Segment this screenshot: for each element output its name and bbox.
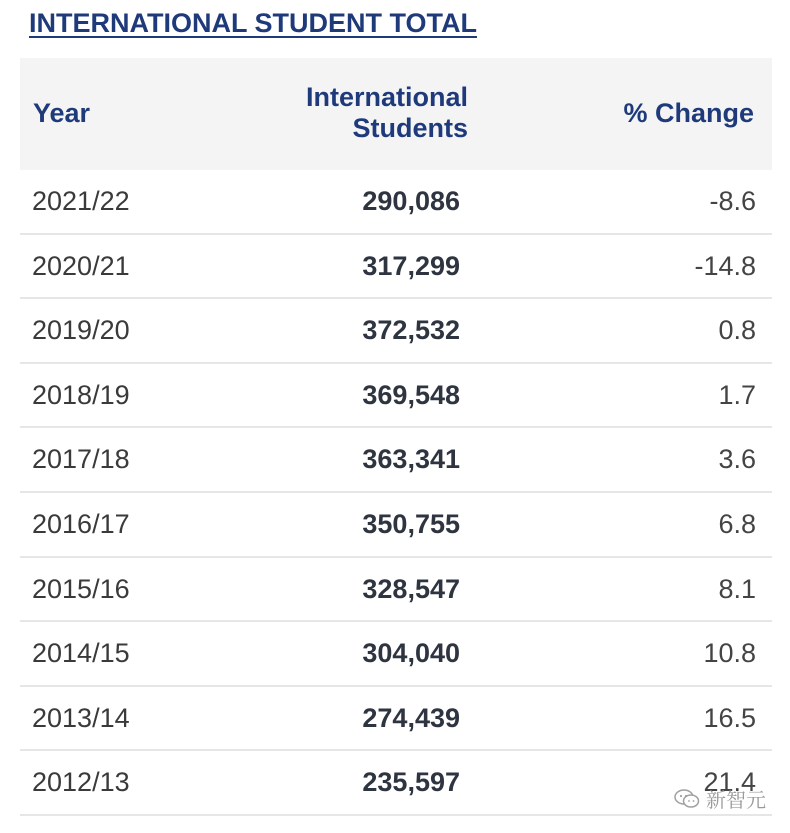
year-cell: 2020/21 [32, 250, 130, 281]
table-row [20, 428, 772, 493]
table-header [20, 58, 772, 170]
table-row [20, 299, 772, 364]
header-students-line2: Students [352, 113, 468, 143]
year-cell: 2012/13 [32, 767, 130, 798]
wechat-icon [674, 789, 700, 809]
year-cell: 2013/14 [32, 702, 130, 733]
header-students-line1: International [305, 82, 468, 112]
change-cell: 10.8 [703, 638, 756, 669]
students-cell: 363,341 [362, 444, 460, 475]
year-cell: 2015/16 [32, 573, 130, 604]
change-cell: 1.7 [718, 379, 756, 410]
year-cell: 2017/18 [32, 444, 130, 475]
table-row [20, 558, 772, 623]
watermark [674, 784, 766, 813]
student-total-table [20, 58, 772, 816]
year-cell: 2018/19 [32, 379, 130, 410]
students-cell: 317,299 [362, 250, 460, 281]
change-cell: 21.4 [703, 767, 756, 798]
table-row [20, 364, 772, 429]
change-cell: 8.1 [718, 573, 756, 604]
header-year: Year [33, 98, 91, 128]
change-cell: 3.6 [718, 444, 756, 475]
change-cell: 0.8 [718, 315, 756, 346]
header-international-students [306, 82, 468, 144]
table-row [20, 235, 772, 300]
change-cell: -8.6 [709, 186, 756, 216]
year-cell: 2016/17 [32, 508, 130, 539]
students-cell: 235,597 [362, 767, 460, 798]
students-cell: 274,439 [362, 702, 460, 733]
year-cell: 2019/20 [32, 315, 130, 346]
change-cell: -14.8 [694, 250, 756, 281]
watermark-text: 新智元 [706, 790, 766, 812]
change-cell: 16.5 [703, 702, 756, 733]
year-cell: 2014/15 [32, 638, 130, 669]
students-cell: 369,548 [362, 379, 460, 410]
change-cell: 6.8 [718, 508, 756, 539]
students-cell: 372,532 [362, 315, 460, 346]
students-cell: 290,086 [362, 186, 460, 216]
table-row [20, 687, 772, 752]
students-cell: 328,547 [362, 573, 460, 604]
page-title: INTERNATIONAL STUDENT TOTAL [29, 8, 477, 38]
table-row [20, 493, 772, 558]
students-cell: 350,755 [362, 508, 460, 539]
students-cell: 304,040 [362, 638, 460, 669]
table-row [20, 622, 772, 687]
year-cell: 2021/22 [32, 186, 130, 216]
header-percent-change: % Change [623, 98, 754, 128]
table-row [20, 170, 772, 235]
table-row [20, 751, 772, 816]
